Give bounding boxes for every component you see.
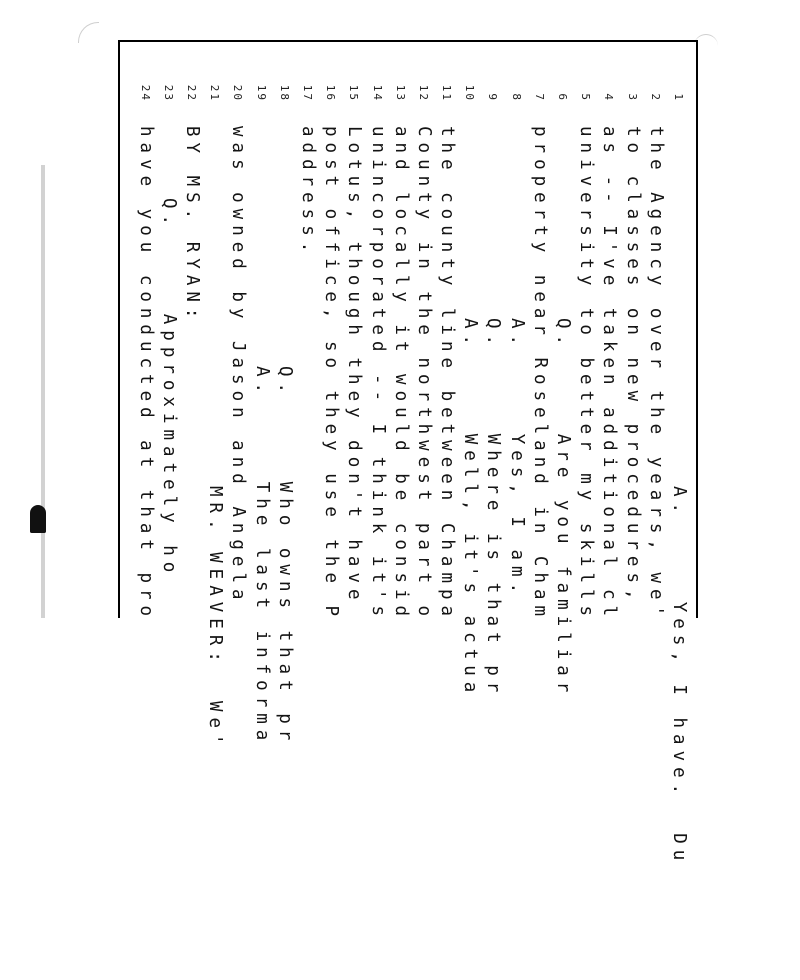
transcript-line (412, 80, 435, 980)
line-text: A. Yes, I am. (506, 318, 527, 600)
line-number: 4 (602, 93, 616, 102)
transcript-line (157, 80, 180, 980)
scanner-edge-bar (41, 165, 45, 618)
transcript-line (505, 80, 528, 980)
line-text: Q. Are you familiar (553, 318, 574, 699)
line-number: 21 (208, 84, 222, 102)
transcript-line (458, 80, 481, 980)
transcript-line (226, 80, 249, 980)
transcript-line (667, 80, 690, 980)
transcript-line (249, 80, 272, 980)
line-text: Q. Who owns that pr (274, 366, 295, 747)
line-number: 19 (254, 84, 268, 102)
transcript-line (296, 80, 319, 980)
line-text: have you conducted at that pro (135, 126, 156, 623)
transcript-line (342, 80, 365, 980)
transcript-line (389, 80, 412, 980)
line-text: A. Yes, I have. Du (669, 486, 689, 867)
line-text: A. Well, it's actua (460, 318, 481, 699)
line-text: BY MS. RYAN: (182, 126, 203, 325)
line-text: A. The last informa (251, 366, 272, 747)
line-number: 18 (277, 84, 291, 102)
transcript-line (435, 80, 458, 980)
line-number: 11 (440, 84, 454, 102)
line-text: and locally it would be consid (390, 126, 411, 623)
transcript-line (551, 80, 574, 980)
line-text: to classes on new procedures, (622, 126, 643, 606)
line-text: County in the northwest part o (413, 126, 434, 623)
line-text: property near Roseland in Cham (529, 126, 550, 623)
line-number: 14 (370, 84, 384, 102)
line-number: 8 (509, 93, 523, 102)
transcript-line (597, 80, 620, 980)
line-text: address. (298, 126, 318, 259)
transcript-body (134, 80, 691, 980)
line-number: 1 (672, 93, 685, 102)
page-border-top (118, 40, 698, 42)
line-text: Q. Where is that pr (483, 318, 504, 699)
line-number: 15 (347, 84, 361, 102)
transcript-line (365, 80, 388, 980)
line-number: 23 (161, 84, 175, 102)
transcript-page (118, 40, 698, 867)
transcript-line (203, 80, 226, 980)
transcript-line (481, 80, 504, 980)
line-text: was owned by Jason and Angela (228, 126, 249, 606)
line-text: the county line between Champa (437, 126, 458, 623)
transcript-line (319, 80, 342, 980)
line-number: 12 (416, 84, 430, 102)
line-text: Lotus, though they don't have (344, 126, 365, 606)
page-border-left (118, 40, 120, 618)
page-border-right (696, 40, 698, 618)
line-number: 17 (301, 84, 314, 102)
transcript-line (644, 80, 667, 980)
line-number: 2 (648, 93, 662, 102)
line-text: post office, so they use the P (321, 126, 342, 623)
line-text: university to better my skills (576, 126, 597, 623)
transcript-line (620, 80, 643, 980)
line-number: 13 (393, 84, 407, 102)
line-number: 20 (231, 84, 245, 102)
line-text: unincorporated -- I think it's (367, 126, 388, 623)
line-number: 9 (486, 93, 500, 102)
line-number: 3 (625, 93, 639, 102)
transcript-line (180, 80, 203, 980)
line-text: the Agency over the years, we' (645, 126, 666, 623)
transcript-line (528, 80, 551, 980)
line-number: 7 (532, 93, 546, 102)
line-text: as -- I've taken additional cl (599, 126, 620, 623)
transcript-line (273, 80, 296, 980)
line-number: 16 (324, 84, 338, 102)
line-number: 10 (463, 84, 477, 102)
line-number: 5 (579, 93, 593, 102)
line-text: MR. WEAVER: We' (205, 486, 226, 751)
line-number: 24 (138, 84, 152, 102)
line-number: 22 (185, 84, 199, 102)
transcript-line (574, 80, 597, 980)
scanner-notch (30, 505, 46, 533)
line-number: 6 (556, 93, 570, 102)
transcript-line (134, 80, 157, 980)
line-text: Q. Approximately ho (158, 198, 179, 579)
scan-corner-artifact (78, 22, 99, 43)
